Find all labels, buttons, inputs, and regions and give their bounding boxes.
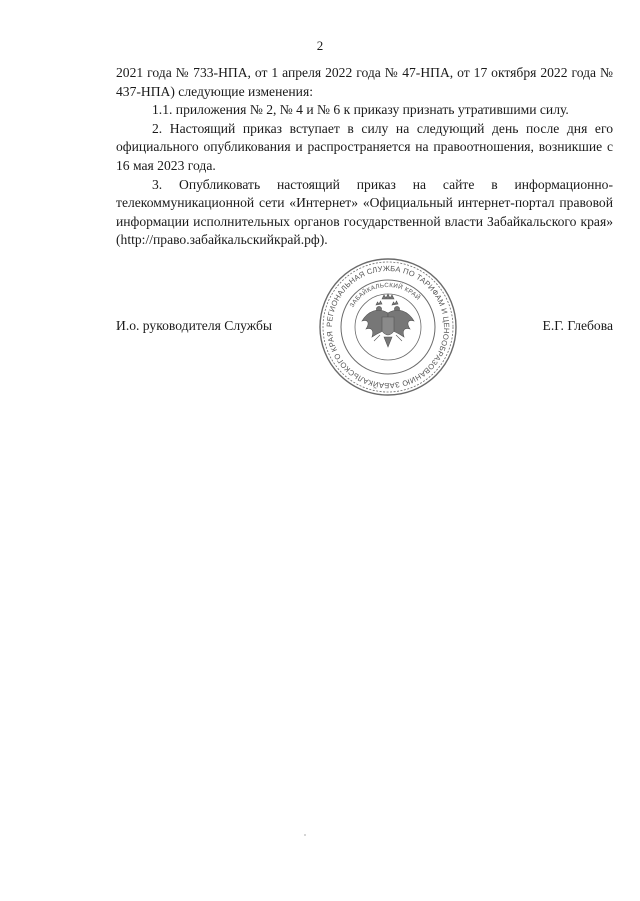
seal-outer-text: РЕГИОНАЛЬНАЯ СЛУЖБА ПО ТАРИФАМ И ЦЕНООБРАЗОВАНИЮ ЗАБАЙКАЛЬСКОГО КРАЯ (324, 263, 452, 391)
scan-speck (304, 834, 306, 836)
paragraph-3: 3. Опубликовать настоящий приказ на сайте в информационно-телекоммуникационной сети «Интернет» «Официальный интернет-портал правовой информации исполнительных органов государственной власти Забайкальского края» (http://право.забайкальскийкрай.рф). (116, 176, 613, 248)
page-number: 2 (316, 38, 324, 53)
seal-inner-text: ЗАБАЙКАЛЬСКИЙ КРАЙ (348, 281, 422, 309)
signer-position: И.о. руководителя Службы (116, 318, 272, 333)
official-seal (316, 255, 460, 399)
seal-graphic (316, 255, 460, 399)
signer-name: Е.Г. Глебова (542, 318, 613, 333)
paragraph-continuation: 2021 года № 733-НПА, от 1 апреля 2022 года № 47-НПА, от 17 октября 2022 года № 437-НПА) следующие изменения: (116, 65, 613, 99)
paragraph-1-1: 1.1. приложения № 2, № 4 и № 6 к приказу признать утратившими силу. (152, 102, 569, 118)
paragraph-2: 2. Настоящий приказ вступает в силу на следующий день после дня его официального опубликования и распространяется на правоотношения, возникшие с 16 мая 2023 года. (116, 120, 613, 173)
coat-of-arms-icon (362, 294, 414, 347)
document-body (116, 64, 613, 250)
